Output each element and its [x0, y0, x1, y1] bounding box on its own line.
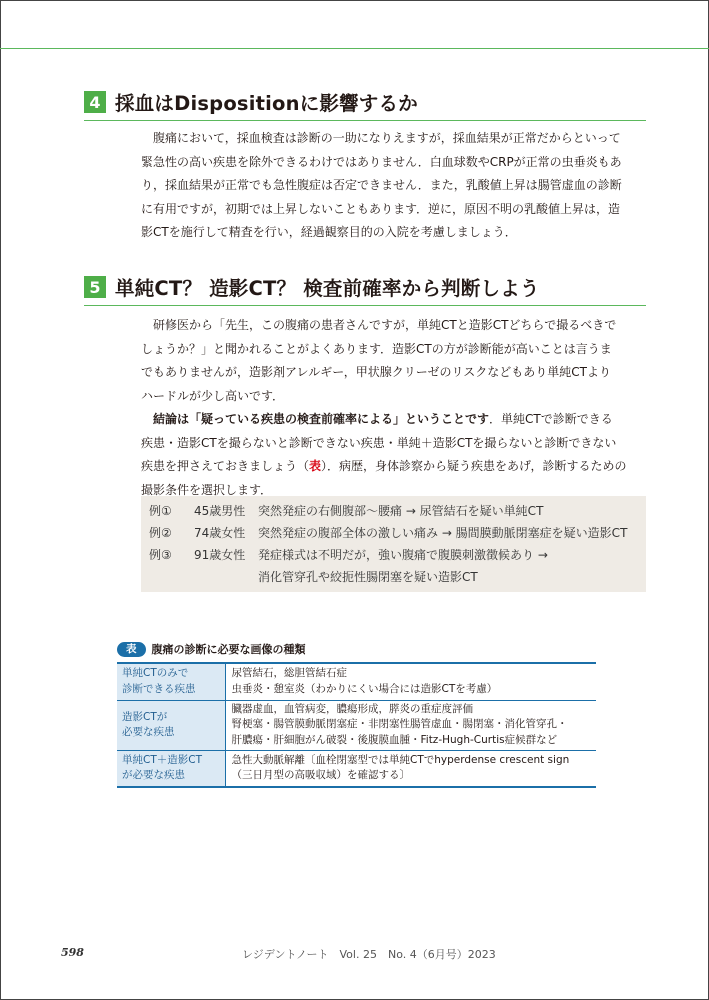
text-line: 腹痛において，採血検査は診断の一助になりえますが，採血結果が正常だからといって: [153, 131, 621, 145]
section-5-title: 単純CT？ 造影CT？ 検査前確率から判断しよう: [115, 277, 540, 300]
section-4-heading: [84, 87, 646, 117]
row-body-line: 肝膿瘍・肝細胞がん破裂・後腹膜血腫・Fitz-Hugh-Curtis症候群など: [231, 733, 558, 746]
example-label: 例③: [149, 548, 172, 562]
text-fragment: 疾患を押さえておきましょう（: [141, 459, 310, 473]
table-caption: [117, 641, 306, 657]
text-line: でもありませんが，造影剤アレルギー，甲状腺クリーゼのリスクなどもあり単純CTより: [141, 365, 611, 379]
table-row: [117, 700, 596, 750]
text-line: [141, 455, 647, 479]
example-description: 突然発症の腹部全体の激しい痛み → 腸間膜動脈閉塞症を疑い造影CT: [258, 526, 628, 540]
row-body-line: 尿管結石，総胆管結石症: [231, 667, 347, 680]
row-body-line: 虫垂炎・憩室炎（わかりにくい場合には造影CTを考慮）: [231, 682, 498, 695]
text-line: に有用ですが，初期では上昇しないこともあります．逆に，原因不明の乳酸値上昇は，造: [141, 201, 621, 216]
table-tag-badge: 表: [117, 642, 146, 657]
example-description: 突然発症の右側腹部〜腰痛 → 尿管結石を疑い単純CT: [258, 504, 544, 518]
section-4-title: 採血はDispositionに影響するか: [115, 92, 418, 115]
section-4-rule: [84, 120, 646, 121]
example-label: 例②: [149, 526, 172, 540]
text-line: 研修医から「先生，この腹痛の患者さんですが，単純CTと造影CTどちらで撮るべきで: [153, 318, 617, 332]
top-rule: [0, 48, 709, 49]
example-label: 例①: [149, 504, 172, 518]
row-header-cell: [117, 750, 225, 787]
row-body-cell: [225, 663, 596, 700]
table-row: [117, 750, 596, 787]
example-patient: 74歳女性: [194, 526, 246, 540]
row-body-line: 臓器虚血，血管病変，膿瘍形成，膵炎の重症度評価: [231, 702, 473, 715]
example-row: [149, 522, 646, 544]
text-line: 影CTを施行して精査を行い，経過観察目的の入院を考慮しましょう．: [141, 225, 517, 239]
section-5-heading: [84, 272, 646, 302]
text-line: しょうか？」と聞かれることがよくあります．造影CTの方が診断能が高いことは言うま: [141, 341, 612, 356]
table-row: [117, 663, 596, 700]
example-description: 発症様式は不明だが，強い腹痛で腹膜刺激徴候あり →: [258, 548, 548, 562]
row-header-cell: [117, 700, 225, 750]
row-header-line: 診断できる疾患: [122, 682, 196, 695]
row-body-line: （三日月型の高吸収域）を確認する〕: [231, 769, 410, 782]
section-5-paragraph-2: [141, 408, 647, 502]
table-reference-link[interactable]: 表: [309, 459, 322, 473]
journal-footer: レジデントノート Vol. 25 No. 4（6月号）2023: [242, 948, 496, 961]
row-body-line: 急性大動脈解離〔血栓閉塞型では単純CTでhyperdense crescent sign: [231, 753, 570, 766]
row-header-line: 単純CTのみで: [122, 667, 189, 680]
text-fragment: ．単純CTで診断できる: [489, 412, 613, 426]
text-line: 疾患・造影CTを撮らないと診断できない疾患・単純＋造影CTを撮らないと診断できない: [141, 435, 617, 450]
imaging-table: [117, 662, 596, 788]
text-fragment: ）．病歴，身体診察から疑う疾患をあげ，診断するための: [321, 459, 627, 473]
section-4-number: 4: [84, 91, 106, 113]
conclusion-bold-text: 結論は「疑っている疾患の検査前確率による」ということです: [153, 412, 490, 426]
page-number: 598: [61, 946, 84, 959]
text-line: 緊急性の高い疾患を除外できるわけではありません．白血球数やCRPが正常の虫垂炎もあ: [141, 154, 622, 169]
examples-box: [141, 496, 646, 592]
text-line: ハードルが少し高いです．: [141, 388, 285, 403]
example-description: 消化管穿孔や絞扼性腸閉塞を疑い造影CT: [258, 570, 478, 584]
row-header-line: 造影CTが: [122, 710, 168, 723]
row-header-cell: [117, 663, 225, 700]
example-patient: 45歳男性: [194, 504, 246, 518]
row-header-line: が必要な疾患: [122, 769, 185, 782]
section-5-rule: [84, 305, 646, 306]
text-line: り，採血結果が正常でも急性腹症は否定できません．また，乳酸値上昇は腸管虚血の診断: [141, 178, 622, 192]
row-header-line: 必要な疾患: [122, 726, 175, 738]
section-5-paragraph-1: [141, 314, 647, 408]
table-title: 腹痛の診断に必要な画像の種類: [151, 643, 306, 656]
section-4-body: [141, 127, 647, 245]
row-body-cell: [225, 700, 596, 750]
text-line: 撮影条件を選択します．: [141, 482, 273, 497]
section-5-number: 5: [84, 276, 106, 298]
example-patient: 91歳女性: [194, 548, 246, 562]
row-body-line: 腎梗塞・腸管膜動脈閉塞症・非閉塞性腸管虚血・腸閉塞・消化管穿孔・: [231, 718, 568, 731]
row-header-line: 単純CT＋造影CT: [122, 753, 202, 766]
example-row: [149, 500, 646, 522]
text-line: [141, 408, 647, 432]
example-row: [149, 544, 646, 566]
row-body-cell: [225, 750, 596, 787]
example-row-continuation: [149, 566, 646, 588]
